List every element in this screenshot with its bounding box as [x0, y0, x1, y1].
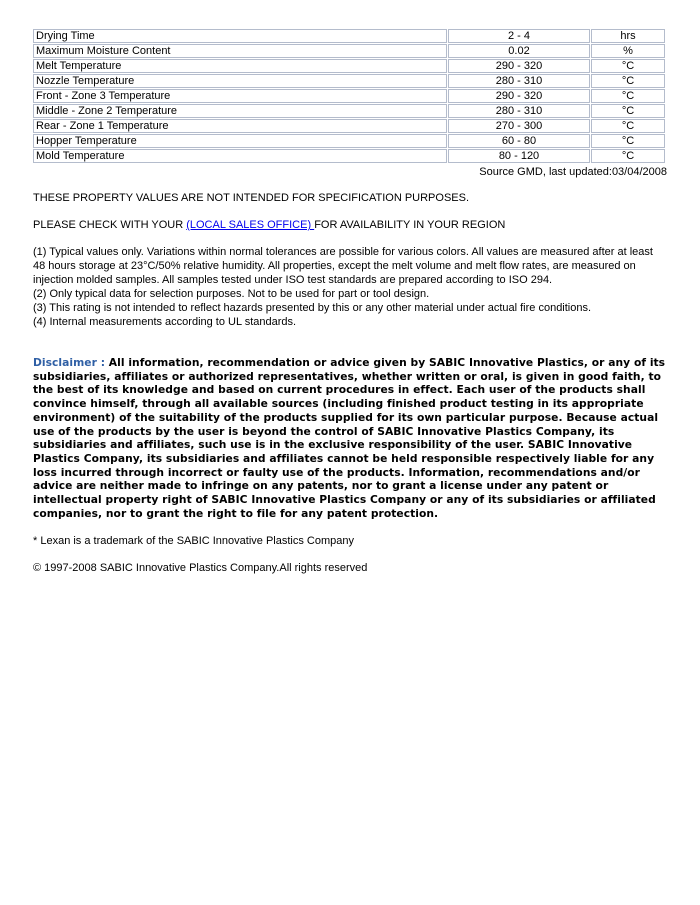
availability-notice: [33, 218, 667, 232]
table-row: [33, 44, 665, 58]
footnote-3: (3) This rating is not intended to reflect hazards presented by this or any other material under actual fire conditions.: [33, 302, 592, 314]
table-row: [33, 74, 665, 88]
disclaimer-text: All information, recommendation or advice given by SABIC Innovative Plastics, or any of its subsidiaries, affiliates or authorized representatives, whether written or oral, is given in good faith, to the best of its knowledge and based on current procedures in effect. Each user of the products shall convince himself, through all available sources (including finished product testing in its appropriate environment) of the suitability of the products supplied for its own particular purpose. Because actual use of the products by the user is beyond the control of SABIC Innovative Plastics Company, its subsidiaries and affiliates, such use is in the exclusive responsibility of the user. SABIC Innovative Plastics Company, its subsidiaries and affiliates cannot be held responsible respectively liable for any loss incurred through incorrect or faulty use of the products. Information, recommendations and/or advice are neither made to infringe on any patents, nor to grant a license under any patent or intellectual property right of SABIC Innovative Plastics Company or any of its subsidiaries or affiliated companies, nor to grant the right to file for any patent protection.: [33, 356, 666, 520]
local-sales-office-link[interactable]: (LOCAL SALES OFFICE): [186, 219, 315, 231]
property-unit: %: [591, 44, 665, 58]
disclaimer: [33, 356, 667, 520]
property-value: 290 - 320: [448, 89, 590, 103]
disclaimer-label: Disclaimer :: [33, 356, 109, 369]
property-name: Rear - Zone 1 Temperature: [33, 119, 447, 133]
property-name: Melt Temperature: [33, 59, 447, 73]
property-value: 60 - 80: [448, 134, 590, 148]
property-name: Mold Temperature: [33, 149, 447, 163]
table-row: [33, 104, 665, 118]
specification-notice: THESE PROPERTY VALUES ARE NOT INTENDED FOR SPECIFICATION PURPOSES.: [33, 192, 470, 204]
property-unit: °C: [591, 89, 665, 103]
footnote-1: (1) Typical values only. Variations within normal tolerances are possible for various colors. All values are measured after at least 48 hours storage at 23°C/50% relative humidity. All properties, except the melt volume and melt flow rates, are measured on injection molded samples. All samples tested under ISO test standards are prepared according to ISO 294.: [33, 246, 653, 286]
property-name: Front - Zone 3 Temperature: [33, 89, 447, 103]
table-row: [33, 119, 665, 133]
property-unit: °C: [591, 134, 665, 148]
property-value: 80 - 120: [448, 149, 590, 163]
property-value: 0.02: [448, 44, 590, 58]
processing-properties-table: [32, 28, 666, 164]
property-name: Maximum Moisture Content: [33, 44, 447, 58]
footnotes: [33, 245, 667, 329]
property-value: 280 - 310: [448, 74, 590, 88]
copyright-note: © 1997-2008 SABIC Innovative Plastics Company.All rights reserved: [33, 562, 368, 575]
property-unit: °C: [591, 104, 665, 118]
trademark-note: * Lexan is a trademark of the SABIC Innovative Plastics Company: [33, 535, 354, 548]
property-name: Drying Time: [33, 29, 447, 43]
property-unit: hrs: [591, 29, 665, 43]
property-name: Middle - Zone 2 Temperature: [33, 104, 447, 118]
property-value: 270 - 300: [448, 119, 590, 133]
table-row: [33, 59, 665, 73]
source-note: Source GMD, last updated:03/04/2008: [479, 166, 667, 178]
document-page: [33, 28, 667, 575]
property-value: 280 - 310: [448, 104, 590, 118]
property-value: 2 - 4: [448, 29, 590, 43]
footnote-4: (4) Internal measurements according to UL standards.: [33, 316, 297, 328]
table-row: [33, 149, 665, 163]
table-row: [33, 89, 665, 103]
property-unit: °C: [591, 74, 665, 88]
availability-suffix: FOR AVAILABILITY IN YOUR REGION: [314, 219, 506, 231]
property-name: Hopper Temperature: [33, 134, 447, 148]
availability-prefix: PLEASE CHECK WITH YOUR: [33, 219, 187, 231]
table-row: [33, 134, 665, 148]
property-unit: °C: [591, 59, 665, 73]
table-row: [33, 29, 665, 43]
property-value: 290 - 320: [448, 59, 590, 73]
property-name: Nozzle Temperature: [33, 74, 447, 88]
footnote-2: (2) Only typical data for selection purposes. Not to be used for part or tool design.: [33, 288, 430, 300]
property-unit: °C: [591, 119, 665, 133]
property-unit: °C: [591, 149, 665, 163]
